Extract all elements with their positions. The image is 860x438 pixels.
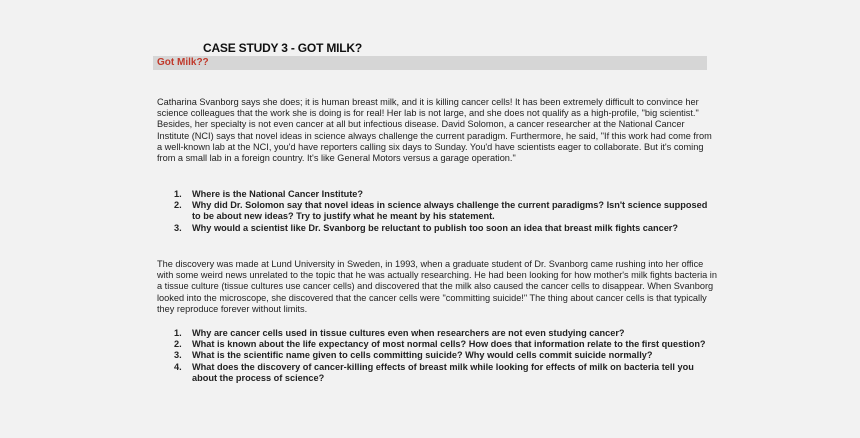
question-list-1 <box>157 189 717 234</box>
document-title: CASE STUDY 3 - GOT MILK? <box>203 41 362 55</box>
question-number: 2. <box>174 339 182 350</box>
question-item <box>157 189 717 200</box>
question-list-2 <box>157 328 717 384</box>
question-item <box>157 350 717 361</box>
question-item <box>157 339 717 350</box>
subtitle-bar <box>153 56 707 70</box>
question-text: What does the discovery of cancer-killing effects of breast milk while looking for effects of milk on bacteria tell you about the process of science? <box>192 361 694 383</box>
document-subtitle: Got Milk?? <box>157 57 209 68</box>
paragraph-discovery: The discovery was made at Lund University in Sweden, in 1993, when a graduate student of Dr. Svanborg came rushing into her office with some weird news unrelated to the topic that he was actually researching. He had been looking for how mother's milk fights bacteria in a tissue culture (tissue cultures use cancer cells) and discovered that the milk also caused the cancer cells to disappear. When Svanborg looked into the microscope, she discovered that the cancer cells were "committing suicide!" The thing about cancer cells is that typically they reproduce forever without limits. <box>157 259 717 314</box>
question-item <box>157 362 717 384</box>
question-number: 1. <box>174 328 182 338</box>
question-number: 4. <box>174 361 182 372</box>
question-number: 1. <box>174 189 182 199</box>
question-text: Why did Dr. Solomon say that novel ideas in science always challenge the current paradigms? Isn't science supposed to be about new ideas? Try to justify what he meant by his statement. <box>192 200 708 222</box>
question-item <box>157 328 717 339</box>
question-text: Where is the National Cancer Institute? <box>192 189 364 199</box>
question-item <box>157 223 717 234</box>
question-text: What is known about the life expectancy of most normal cells? How does that information relate to the first question? <box>192 339 706 350</box>
question-number: 3. <box>174 350 182 361</box>
question-text: What is the scientific name given to cells committing suicide? Why would cells commit suicide normally? <box>192 350 653 361</box>
question-text: Why are cancer cells used in tissue cultures even when researchers are not even studying cancer? <box>192 328 625 338</box>
paragraph-intro: Catharina Svanborg says she does; it is human breast milk, and it is killing cancer cells! It has been extremely difficult to convince her science colleagues that the work she is doing is for real! Her lab is not large, and she does not qualify as a high-profile, "big scientist." Besides, her specialty is not even cancer at all but infectious disease. David Solomon, a cancer researcher at the National Cancer Institute (NCI) says that novel ideas in science always challenge the current paradigm. Furthermore, he said, "If this work had come from a well-known lab at the NCI, you'd have reporters calling six days to Sunday. You'd have scientists eager to collaborate. But it's coming from a small lab in a foreign country. It's like General Motors versus a garage operation." <box>157 97 712 164</box>
question-item <box>157 200 717 222</box>
question-number: 3. <box>174 222 182 233</box>
question-number: 2. <box>174 200 182 211</box>
question-text: Why would a scientist like Dr. Svanborg be reluctant to publish too soon an idea that breast milk fights cancer? <box>192 222 678 233</box>
